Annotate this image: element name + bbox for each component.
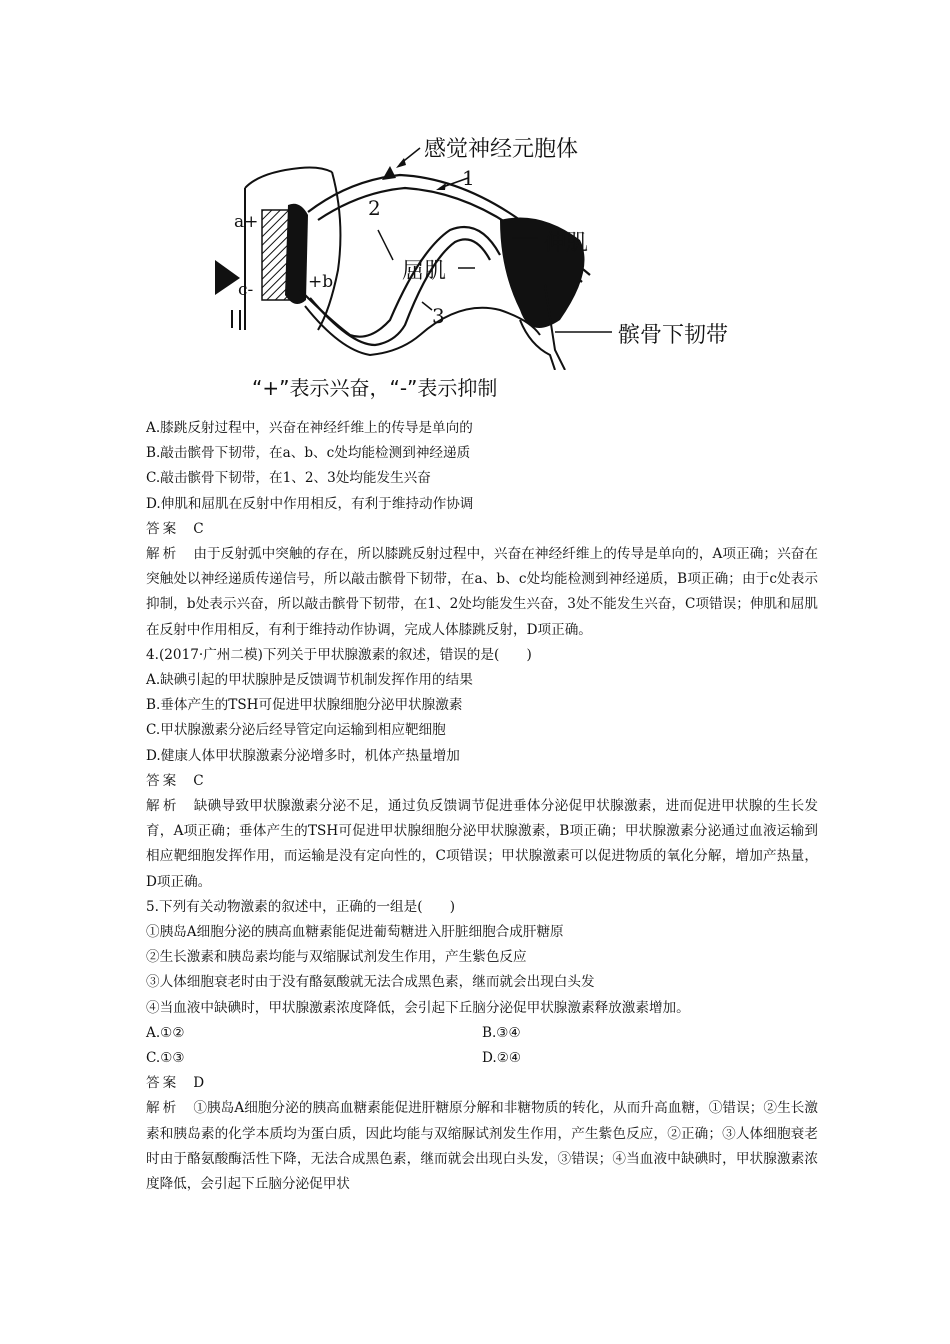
q3-analysis: 解析 由于反射弧中突触的存在，所以膝跳反射过程中，兴奋在神经纤维上的传导是单向的，A项正确；兴奋在突触处以神经递质传递信号，所以敲击髌骨下韧带，在a、b、c处均能检测到神经递质，B项正确；由于c处表示抑制，b处表示兴奋，所以敲击髌骨下韧带，在1、2处均能发生兴奋，3处不能发生兴奋，C项错误；伸肌和屈肌在反射中作用相反，有利于维持动作协调，完成人体膝跳反射，D项正确。 <box>146 546 818 638</box>
label-1: 1 <box>462 166 475 190</box>
q5-analysis: 解析 ①胰岛A细胞分泌的胰高血糖素能促进肝糖原分解和非糖物质的转化，从而升高血糖，①错误；②生长激素和胰岛素的化学本质均为蛋白质，因此均能与双缩脲试剂发生作用，产生紫色反应，②正确；③人体细胞衰老时由于酪氨酸酶活性下降，无法合成黑色素，继而就会出现白头发，③错误；④当血液中缺碘时，甲状腺激素浓度降低，会引起下丘脑分泌促甲状 <box>146 1100 818 1193</box>
q5-item-1: ①胰岛A细胞分泌的胰高血糖素能促进葡萄糖进入肝脏细胞合成肝糖原 <box>146 924 564 941</box>
q4-option-d: D.健康人体甲状腺激素分泌增多时，机体产热量增加 <box>146 747 460 764</box>
q5-item-2: ②生长激素和胰岛素均能与双缩脲试剂发生作用，产生紫色反应 <box>146 949 527 966</box>
q5-option-d: D.②④ <box>482 1050 522 1067</box>
q4-option-a: A.缺碘引起的甲状腺肿是反馈调节机制发挥作用的结果 <box>146 672 473 689</box>
figure-caption: “+”表示兴奋，“-”表示抑制 <box>252 376 498 400</box>
label-extensor: 伸肌 <box>544 231 589 256</box>
label-3: 3 <box>432 304 445 328</box>
label-2: 2 <box>368 196 381 220</box>
q3-option-a: A.膝跳反射过程中，兴奋在神经纤维上的传导是单向的 <box>146 420 473 436</box>
q4-option-c: C.甲状腺激素分泌后经导管定向运输到相应靶细胞 <box>146 722 446 739</box>
question-content <box>146 416 818 1197</box>
q3-answer: 答案 C <box>146 520 204 537</box>
q3-option-b: B.敲击髌骨下韧带，在a、b、c处均能检测到神经递质 <box>146 445 471 462</box>
q5-option-b: B.③④ <box>482 1024 521 1041</box>
label-sensory-neuron-body: 感觉神经元胞体 <box>424 137 579 162</box>
label-flexor: 屈肌 <box>402 259 447 284</box>
q5-option-a: A.①② <box>146 1024 185 1041</box>
reflex-arc-figure <box>200 120 760 410</box>
q3-option-d: D.伸肌和屈肌在反射中作用相反，有利于维持动作协调 <box>146 495 474 512</box>
label-a: a+ <box>234 212 259 232</box>
q3-option-c: C.敲击髌骨下韧带，在1、2、3处均能发生兴奋 <box>146 470 431 487</box>
q4-answer: 答案 C <box>146 772 204 789</box>
q4-option-b: B.垂体产生的TSH可促进甲状腺细胞分泌甲状腺激素 <box>146 697 463 714</box>
label-ligament: 髌骨下韧带 <box>618 323 729 348</box>
label-c: c- <box>238 280 254 300</box>
q5-options-row-2 <box>146 1046 818 1071</box>
q5-item-4: ④当血液中缺碘时，甲状腺激素浓度降低，会引起下丘脑分泌促甲状腺激素释放激素增加。 <box>146 999 690 1016</box>
q5-item-3: ③人体细胞衰老时由于没有酪氨酸就无法合成黑色素，继而就会出现白头发 <box>146 974 595 991</box>
q4-analysis: 解析 缺碘导致甲状腺激素分泌不足，通过负反馈调节促进垂体分泌促甲状腺激素，进而促进甲状腺的生长发育，A项正确；垂体产生的TSH可促进甲状腺细胞分泌甲状腺激素，B项正确；甲状腺激素分泌通过血液运输到相应靶细胞发挥作用，而运输是没有定向性的，C项错误；甲状腺激素可以促进物质的氧化分解，增加产热量，D项正确。 <box>146 798 819 890</box>
q5-answer: 答案 D <box>146 1075 205 1092</box>
q4-stem: 4.(2017·广州二模)下列关于甲状腺激素的叙述，错误的是( ) <box>146 646 532 663</box>
q5-options-row-1 <box>146 1021 818 1046</box>
q5-stem: 5.下列有关动物激素的叙述中，正确的一组是( ) <box>146 898 456 915</box>
label-b: +b <box>308 272 334 292</box>
q5-option-c: C.①③ <box>146 1050 185 1067</box>
